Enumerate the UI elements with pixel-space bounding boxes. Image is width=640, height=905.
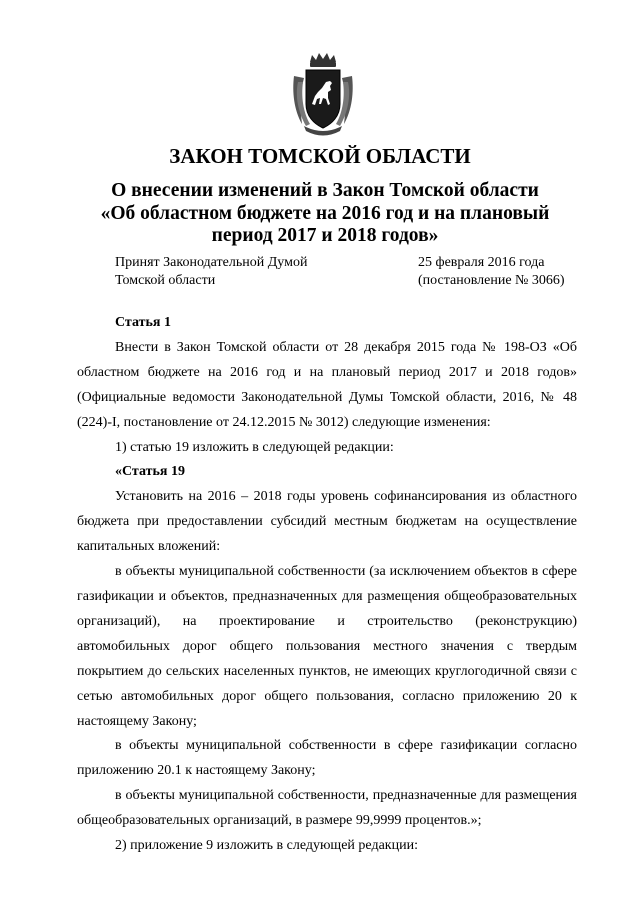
article-1-heading: Статья 1 bbox=[115, 315, 171, 330]
paragraph-amendment-intro: Внести в Закон Томской области от 28 декабря 2015 года № 198-ОЗ «Об областном бюджете на 2016 год и на плановый период 2017 и 2018 годов» (Официальные ведомости Законодательной Думы Томской области, 2016, № 48 (224)-I, постановление от 24.12.2015 № 3012) следующие изменения: bbox=[77, 339, 577, 430]
paragraph-schools: в объекты муниципальной собственности, предназначенные для размещения общеобразовательных организаций, в размере 99,9999 процентов.»; bbox=[77, 788, 577, 829]
tomsk-coat-of-arms-icon bbox=[290, 52, 356, 138]
paragraph-gasification: в объекты муниципальной собственности в сфере газификации согласно приложению 20.1 к настоящему Закону; bbox=[77, 738, 577, 779]
paragraph-item-2: 2) приложение 9 изложить в следующей редакции: bbox=[115, 838, 418, 854]
subject-line-2: «Об областном бюджете на 2016 год и на плановый bbox=[100, 202, 550, 224]
article-19-heading: «Статья 19 bbox=[115, 464, 185, 480]
adopted-by-line-2: Томской области bbox=[115, 273, 216, 288]
adoption-date-line: 25 февраля 2016 года bbox=[418, 255, 545, 270]
adoption-date bbox=[418, 254, 565, 290]
resolution-number-line: (постановление № 3066) bbox=[418, 273, 565, 288]
adopted-by bbox=[115, 254, 307, 290]
paragraph-municipal-objects: в объекты муниципальной собственности (за исключением объектов в сфере газификации и объектов, предназначенных для размещения общеобразовательных организаций), на проектирование и строительство (реконструкцию) автомобильных дорог общего пользования местного значения с твердым покрытием до сельских населенных пунктов, не имеющих круглогодичной связи с сетью автомобильных дорог общего пользования, согласно приложению 20 к настоящему Закону; bbox=[77, 564, 577, 729]
subject-line-1: О внесении изменений в Закон Томской области bbox=[111, 180, 539, 201]
law-title: ЗАКОН ТОМСКОЙ ОБЛАСТИ bbox=[169, 144, 471, 168]
paragraph-item-1: 1) статью 19 изложить в следующей редакции: bbox=[115, 439, 394, 455]
law-body bbox=[77, 311, 577, 859]
subject-line-3: период 2017 и 2018 годов» bbox=[211, 225, 439, 246]
paragraph-cofinancing: Установить на 2016 – 2018 годы уровень софинансирования из областного бюджета при предоставлении субсидий местным бюджетам на осуществление капитальных вложений: bbox=[77, 489, 577, 555]
adopted-by-line-1: Принят Законодательной Думой bbox=[115, 255, 308, 270]
law-subject bbox=[60, 180, 590, 248]
